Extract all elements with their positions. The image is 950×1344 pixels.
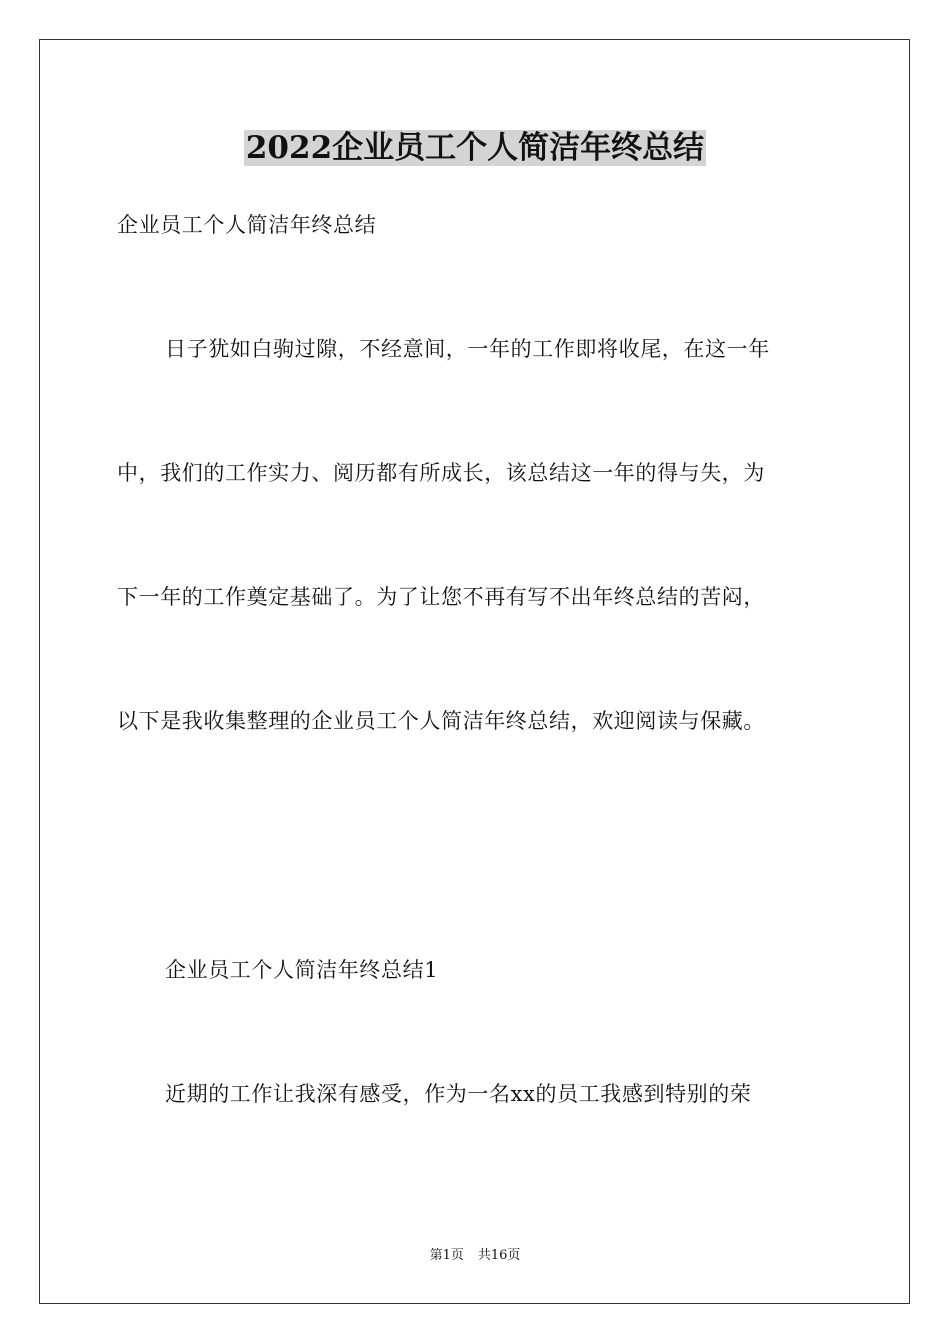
- document-title-text: 2022企业员工个人简洁年终总结: [245, 130, 705, 166]
- paragraph-line-3: 下一年的工作奠定基础了。为了让您不再有写不出年终总结的苦闷，: [117, 585, 765, 609]
- page-number-current: 第1页: [429, 1248, 464, 1263]
- document-title: [0, 126, 950, 170]
- paragraph-line-2: 中，我们的工作实力、阅历都有所成长，该总结这一年的得与失，为: [117, 461, 765, 485]
- page-footer: [0, 1247, 950, 1265]
- document-subtitle: 企业员工个人简洁年终总结: [117, 213, 377, 237]
- paragraph-line-1: 日子犹如白驹过隙，不经意间，一年的工作即将收尾，在这一年: [165, 337, 770, 361]
- section-first-line: 近期的工作让我深有感受，作为一名xx的员工我感到特别的荣: [165, 1082, 752, 1106]
- paragraph-line-4: 以下是我收集整理的企业员工个人简洁年终总结，欢迎阅读与保藏。: [117, 709, 765, 733]
- page-number-total: 共16页: [477, 1248, 521, 1263]
- section-heading: 企业员工个人简洁年终总结1: [165, 958, 439, 982]
